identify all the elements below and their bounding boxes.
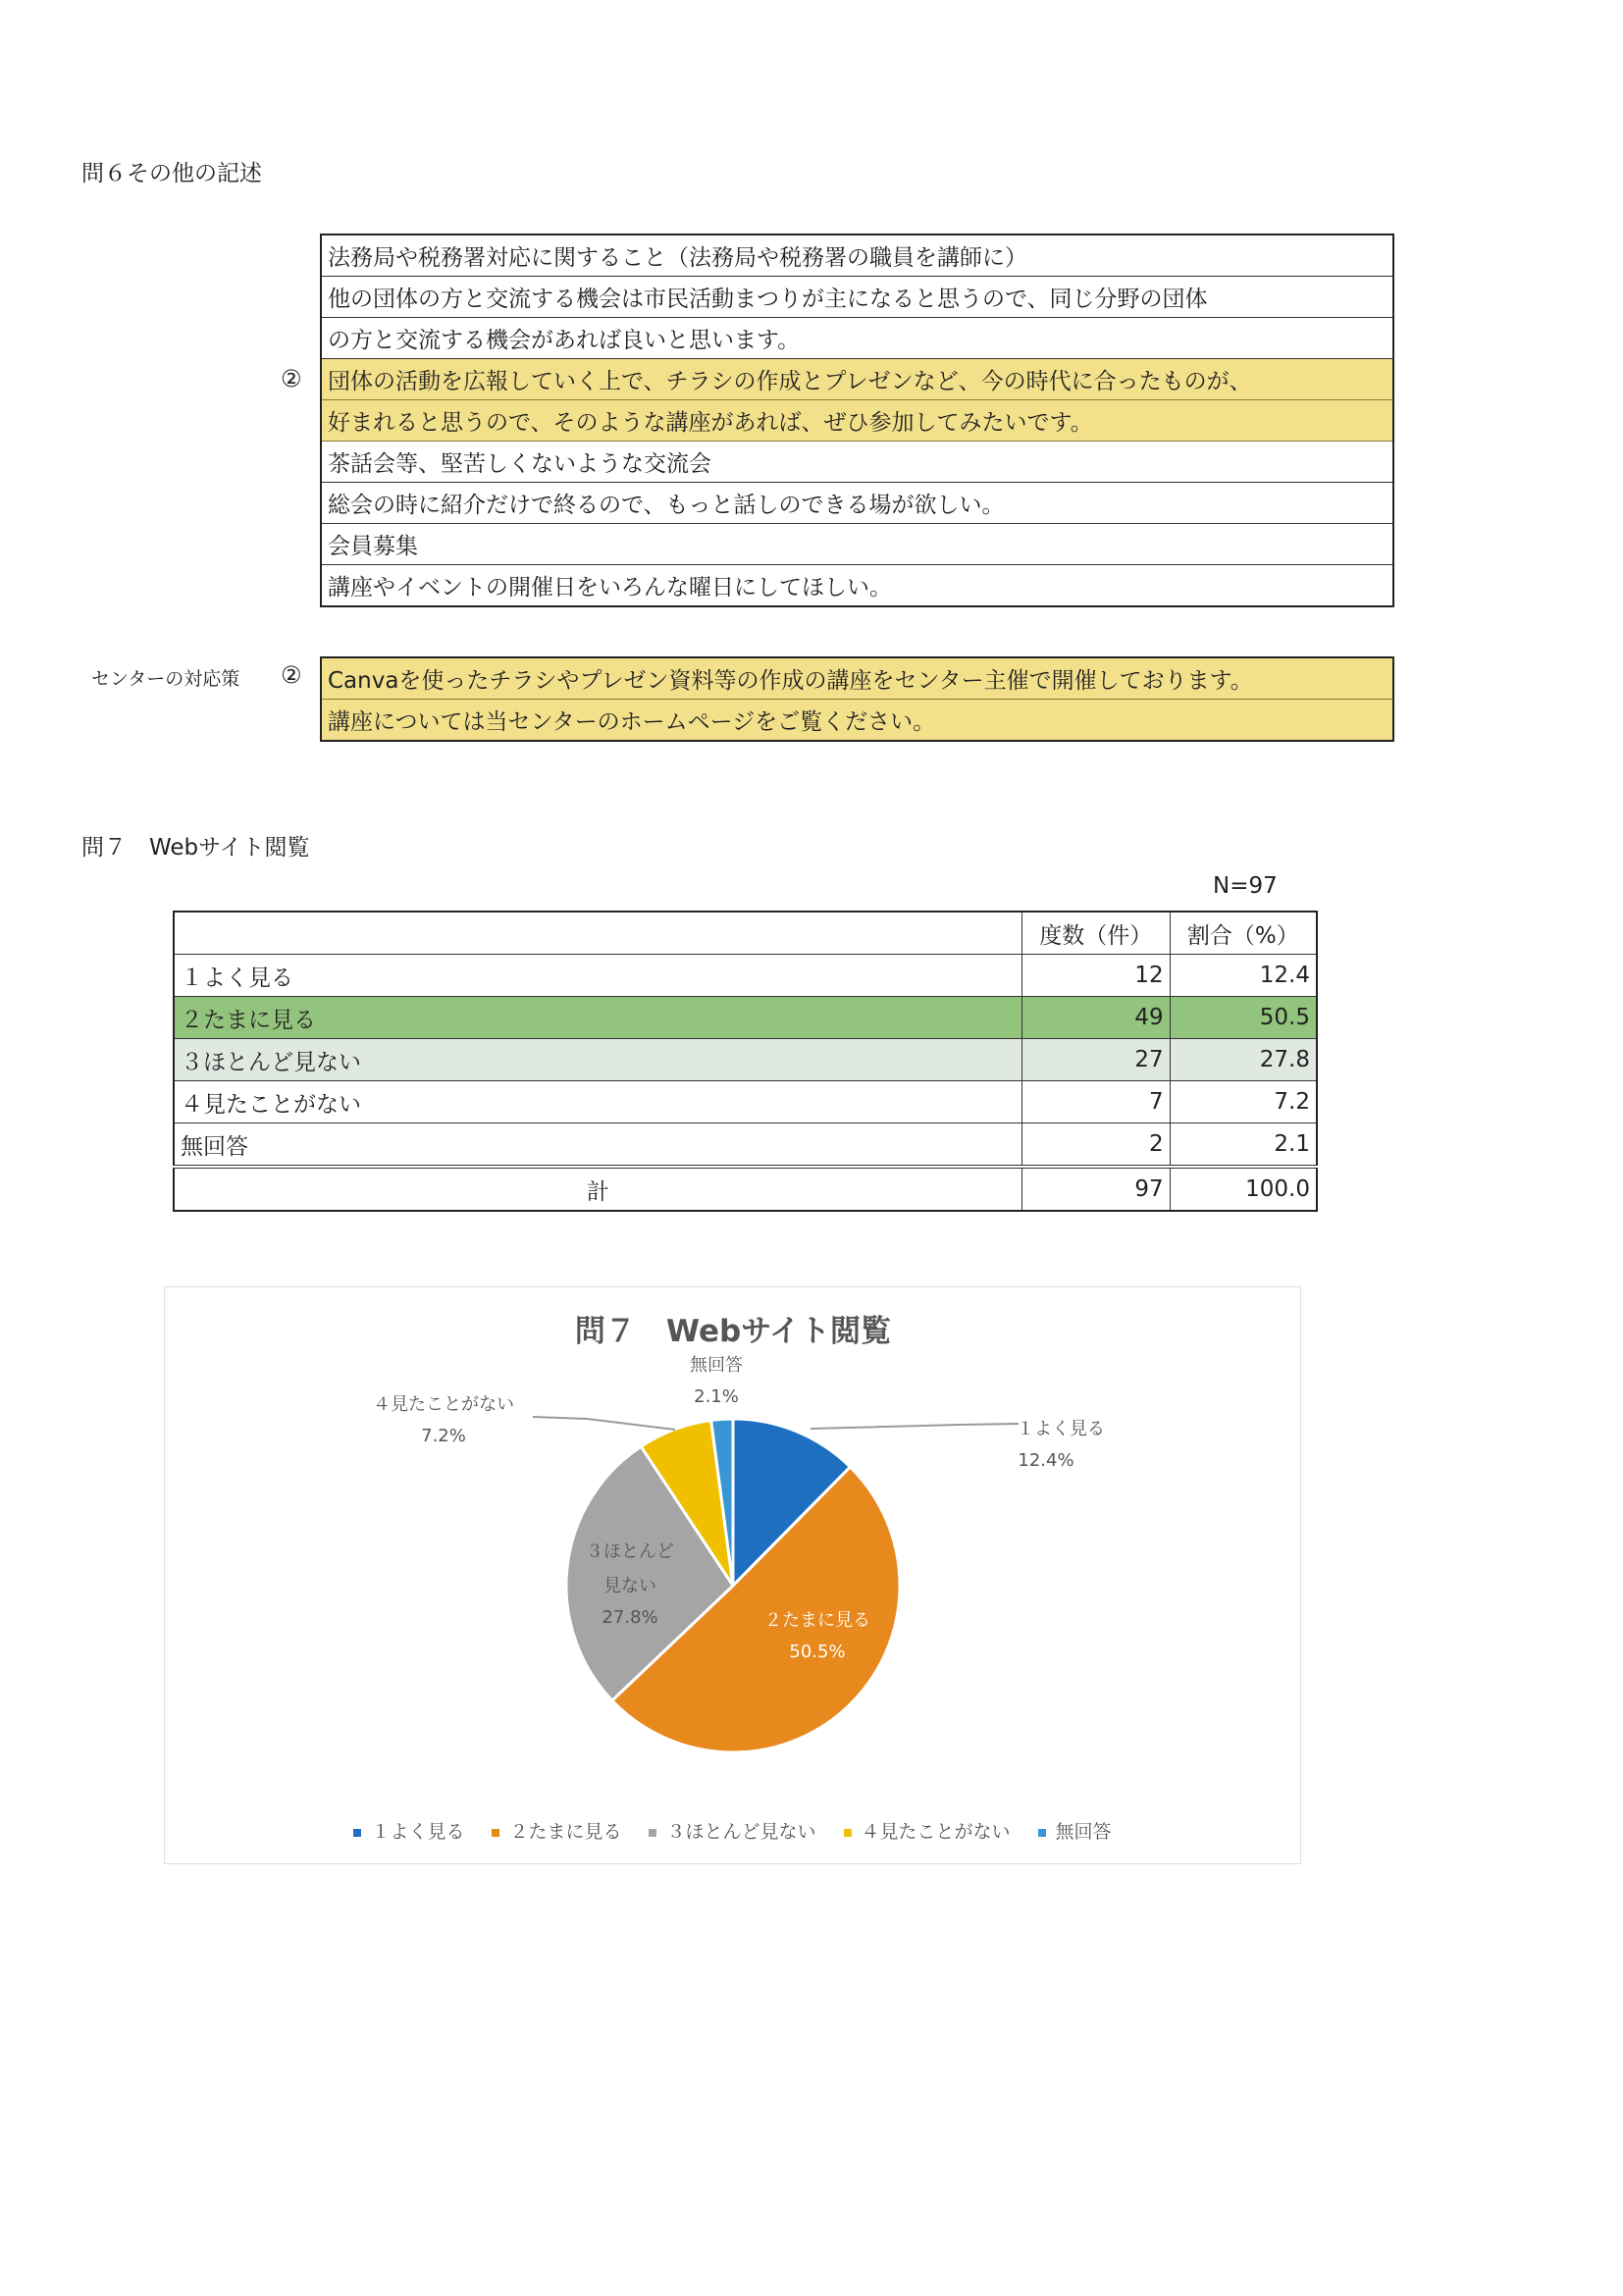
comment-row <box>321 318 1393 359</box>
comment-row <box>321 235 1393 277</box>
table-row <box>174 997 1317 1039</box>
legend-item <box>649 1821 815 1843</box>
legend-swatch <box>649 1829 656 1837</box>
header-row <box>174 912 1317 955</box>
legend-label: ４見たことがない <box>861 1821 1011 1843</box>
center-response-table <box>320 656 1394 742</box>
table-row <box>174 1123 1317 1168</box>
comment-row <box>321 442 1393 483</box>
table-row <box>174 955 1317 997</box>
row-label: 無回答 <box>174 1123 1021 1168</box>
row-pct: 2.1 <box>1170 1123 1317 1168</box>
q6-heading: 問６その他の記述 <box>81 161 262 186</box>
comment-row <box>321 277 1393 318</box>
legend-label: 無回答 <box>1055 1821 1112 1843</box>
q6-marker: ② <box>281 365 302 392</box>
total-pct: 100.0 <box>1170 1167 1317 1211</box>
pie-chart <box>164 1286 1301 1864</box>
legend-item <box>353 1821 464 1843</box>
data-label-value: 12.4% <box>1018 1450 1074 1471</box>
comment-text: 会員募集 <box>321 524 1393 565</box>
q7-heading: 問７ Webサイト閲覧 <box>81 835 310 861</box>
n-label: N=97 <box>1213 873 1278 899</box>
legend-swatch <box>1038 1829 1046 1837</box>
comment-text: 団体の活動を広報していく上で、チラシの作成とプレゼンなど、今の時代に合ったものが、 <box>321 359 1393 400</box>
comment-text: 他の団体の方と交流する機会は市民活動まつりが主になると思うので、同じ分野の団体 <box>321 277 1393 318</box>
comment-text: 法務局や税務署対応に関すること（法務局や税務署の職員を講師に） <box>321 235 1393 277</box>
table-row <box>174 1081 1317 1123</box>
comment-text: の方と交流する機会があれば良いと思います。 <box>321 318 1393 359</box>
response-text: Canvaを使ったチラシやプレゼン資料等の作成の講座をセンター主催で開催しております。 <box>321 657 1393 700</box>
comment-row <box>321 359 1393 400</box>
legend-item <box>844 1821 1011 1843</box>
center-response-label: センターの対応策 <box>91 668 240 690</box>
total-label: 計 <box>174 1167 1021 1211</box>
data-label-category: ２たまに見る <box>764 1610 870 1631</box>
data-label-category: 見ない <box>603 1576 656 1596</box>
chart-legend <box>165 1817 1300 1844</box>
data-label-value: 50.5% <box>789 1642 846 1662</box>
column-header <box>174 912 1021 955</box>
legend-label: ３ほとんど見ない <box>666 1821 816 1843</box>
row-count: 2 <box>1021 1123 1170 1168</box>
comment-text: 講座やイベントの開催日をいろんな曜日にしてほしい。 <box>321 565 1393 607</box>
legend-swatch <box>353 1829 361 1837</box>
pie-chart-svg <box>165 1287 1300 1863</box>
row-pct: 27.8 <box>1170 1039 1317 1081</box>
leader-line <box>533 1417 675 1430</box>
response-text: 講座については当センターのホームページをご覧ください。 <box>321 700 1393 742</box>
row-pct: 12.4 <box>1170 955 1317 997</box>
row-label: １よく見る <box>174 955 1021 997</box>
legend-label: ２たまに見る <box>509 1821 622 1843</box>
legend-swatch <box>492 1829 499 1837</box>
legend-swatch <box>844 1829 852 1837</box>
data-label-category: ３ほとんど <box>586 1541 674 1562</box>
response-row <box>321 657 1393 700</box>
total-count: 97 <box>1021 1167 1170 1211</box>
row-count: 7 <box>1021 1081 1170 1123</box>
row-pct: 7.2 <box>1170 1081 1317 1123</box>
leader-line <box>811 1424 1019 1429</box>
response-row <box>321 700 1393 742</box>
data-label-value: 27.8% <box>602 1607 658 1628</box>
data-label-value: 7.2% <box>421 1426 466 1446</box>
legend-label: １よく見る <box>371 1821 465 1843</box>
total-row <box>174 1167 1317 1211</box>
data-label-category: ４見たことがない <box>373 1394 514 1415</box>
chart-title: 問７ Webサイト閲覧 <box>574 1314 892 1349</box>
legend-item <box>1038 1821 1112 1843</box>
comment-row <box>321 524 1393 565</box>
column-header: 度数（件） <box>1021 912 1170 955</box>
comment-row <box>321 483 1393 524</box>
row-count: 49 <box>1021 997 1170 1039</box>
legend-item <box>492 1821 621 1843</box>
q6-comments-table <box>320 234 1394 607</box>
comment-text: 茶話会等、堅苦しくないような交流会 <box>321 442 1393 483</box>
row-count: 12 <box>1021 955 1170 997</box>
table-row <box>174 1039 1317 1081</box>
q7-frequency-table <box>173 911 1318 1212</box>
row-count: 27 <box>1021 1039 1170 1081</box>
column-header: 割合（%） <box>1170 912 1317 955</box>
comment-row <box>321 565 1393 607</box>
data-label-category: 無回答 <box>690 1355 743 1376</box>
row-label: ３ほとんど見ない <box>174 1039 1021 1081</box>
center-marker: ② <box>281 661 302 689</box>
data-label-category: １よく見る <box>1017 1419 1105 1439</box>
row-label: ４見たことがない <box>174 1081 1021 1123</box>
comment-text: 好まれると思うので、そのような講座があれば、ぜひ参加してみたいです。 <box>321 400 1393 442</box>
row-label: ２たまに見る <box>174 997 1021 1039</box>
comment-row <box>321 400 1393 442</box>
comment-text: 総会の時に紹介だけで終るので、もっと話しのできる場が欲しい。 <box>321 483 1393 524</box>
data-label-value: 2.1% <box>694 1386 739 1407</box>
row-pct: 50.5 <box>1170 997 1317 1039</box>
